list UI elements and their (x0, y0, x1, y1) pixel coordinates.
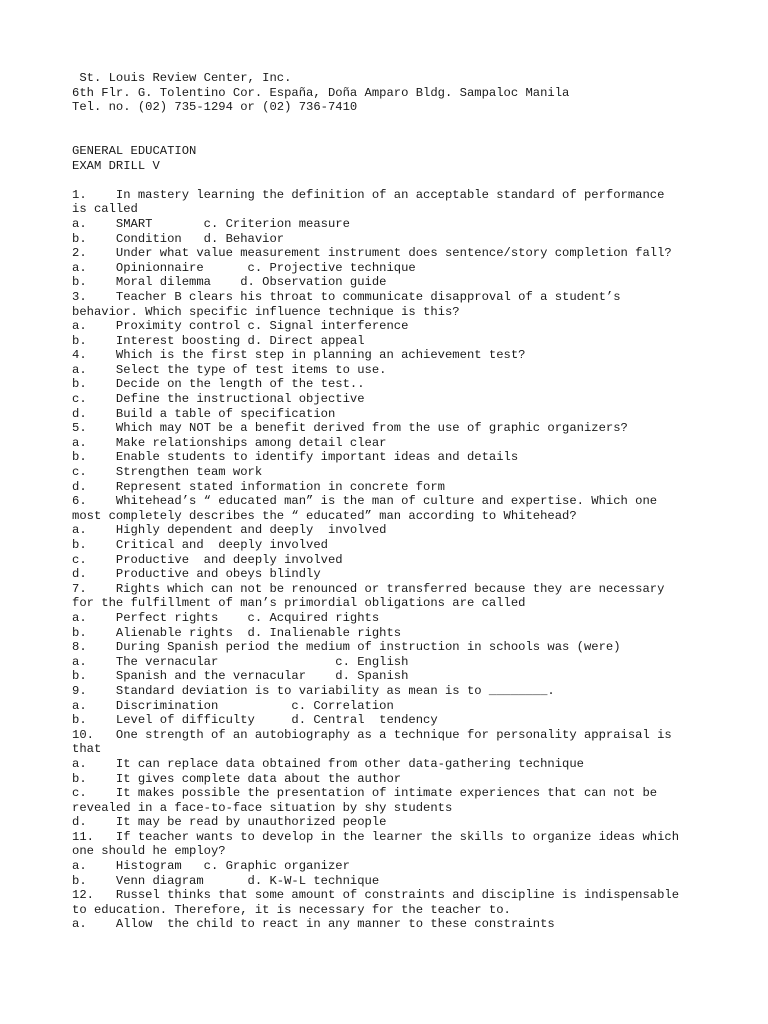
question-line: b. Decide on the length of the test.. (72, 377, 365, 392)
spacer (72, 129, 762, 144)
question-line: c. Define the instructional objective (72, 392, 365, 407)
question-line: for the fulfillment of man’s primordial obligations are called (72, 596, 526, 611)
question-line: c. It makes possible the presentation of intimate experiences that can not be (72, 786, 658, 801)
spacer (72, 115, 762, 130)
question-line: c. Productive and deeply involved (72, 552, 343, 567)
question-line: 7. Rights which can not be renounced or transferred because they are necessary (72, 581, 665, 596)
question-line: b. It gives complete data about the author (72, 771, 402, 786)
spacer (72, 173, 762, 188)
question-line: b. Moral dilemma d. Observation guide (72, 275, 387, 290)
question-line: a. Opinionnaire c. Projective technique (72, 260, 416, 275)
question-line: 1. In mastery learning the definition of an acceptable standard of performance (72, 187, 665, 202)
question-line: most completely describes the “ educated” man according to Whitehead? (72, 508, 577, 523)
question-line: 5. Which may NOT be a benefit derived from the use of graphic organizers? (72, 421, 628, 436)
question-line: b. Alienable rights d. Inalienable rights (72, 625, 402, 640)
question-line: revealed in a face-to-face situation by shy students (72, 800, 453, 815)
question-line: one should he employ? (72, 844, 226, 859)
question-line: d. Productive and obeys blindly (72, 567, 321, 582)
question-line: b. Condition d. Behavior (72, 231, 285, 246)
question-line: c. Strengthen team work (72, 465, 263, 480)
question-line: d. Represent stated information in concrete form (72, 479, 445, 494)
question-line: that (72, 742, 102, 757)
question-line: 12. Russel thinks that some amount of constraints and discipline is indispensable (72, 888, 680, 903)
drill-title: EXAM DRILL V (72, 158, 160, 173)
question-line: 9. Standard deviation is to variability as mean is to ________. (72, 683, 555, 698)
question-line: 3. Teacher B clears his throat to communicate disapproval of a student’s (72, 289, 621, 304)
question-line: a. The vernacular c. English (72, 654, 409, 669)
subject-title: GENERAL EDUCATION (72, 143, 197, 158)
question-line: b. Interest boosting d. Direct appeal (72, 333, 365, 348)
question-line: a. Discrimination c. Correlation (72, 698, 394, 713)
question-line: b. Critical and deeply involved (72, 538, 328, 552)
question-line: b. Enable students to identify important ideas and details (72, 450, 519, 465)
question-line: a. It can replace data obtained from other data-gathering technique (72, 756, 584, 771)
question-line: b. Level of difficulty d. Central tendency (72, 713, 438, 728)
question-line: a. Perfect rights c. Acquired rights (72, 610, 380, 625)
question-line: b. Venn diagram d. K-W-L technique (72, 873, 380, 888)
question-line: a. Proximity control c. Signal interference (72, 319, 409, 334)
question-line: a. SMART c. Criterion measure (72, 216, 350, 231)
question-line: 4. Which is the first step in planning an achievement test? (72, 348, 526, 363)
question-line: 11. If teacher wants to develop in the learner the skills to organize ideas which (72, 829, 680, 844)
question-line: 10. One strength of an autobiography as a technique for personality appraisal is (72, 727, 672, 742)
question-line: a. Make relationships among detail clear (72, 435, 387, 450)
header-org: St. Louis Review Center, Inc. (72, 71, 292, 85)
exam-questions (72, 188, 762, 932)
question-line: a. Histogram c. Graphic organizer (72, 859, 350, 874)
question-line: to education. Therefore, it is necessary for the teacher to. (72, 902, 511, 917)
question-line: a. Highly dependent and deeply involved (72, 523, 387, 538)
header-tel: Tel. no. (02) 735-1294 or (02) 736-7410 (72, 100, 358, 115)
question-line: is called (72, 202, 138, 217)
question-line: a. Allow the child to react in any manner to these constraints (72, 917, 555, 932)
document-page (72, 71, 762, 932)
question-line: d. Build a table of specification (72, 406, 336, 421)
header-address: 6th Flr. G. Tolentino Cor. España, Doña Amparo Bldg. Sampaloc Manila (72, 85, 570, 100)
question-line: a. Select the type of test items to use. (72, 362, 387, 377)
question-line: behavior. Which specific influence technique is this? (72, 304, 460, 319)
question-line: b. Spanish and the vernacular d. Spanish (72, 669, 409, 684)
question-line: d. It may be read by unauthorized people (72, 815, 387, 830)
question-line: 8. During Spanish period the medium of instruction in schools was (were) (72, 640, 621, 655)
question-line: 6. Whitehead’s “ educated man” is the man of culture and expertise. Which one (72, 494, 658, 509)
question-line: 2. Under what value measurement instrument does sentence/story completion fall? (72, 246, 672, 261)
